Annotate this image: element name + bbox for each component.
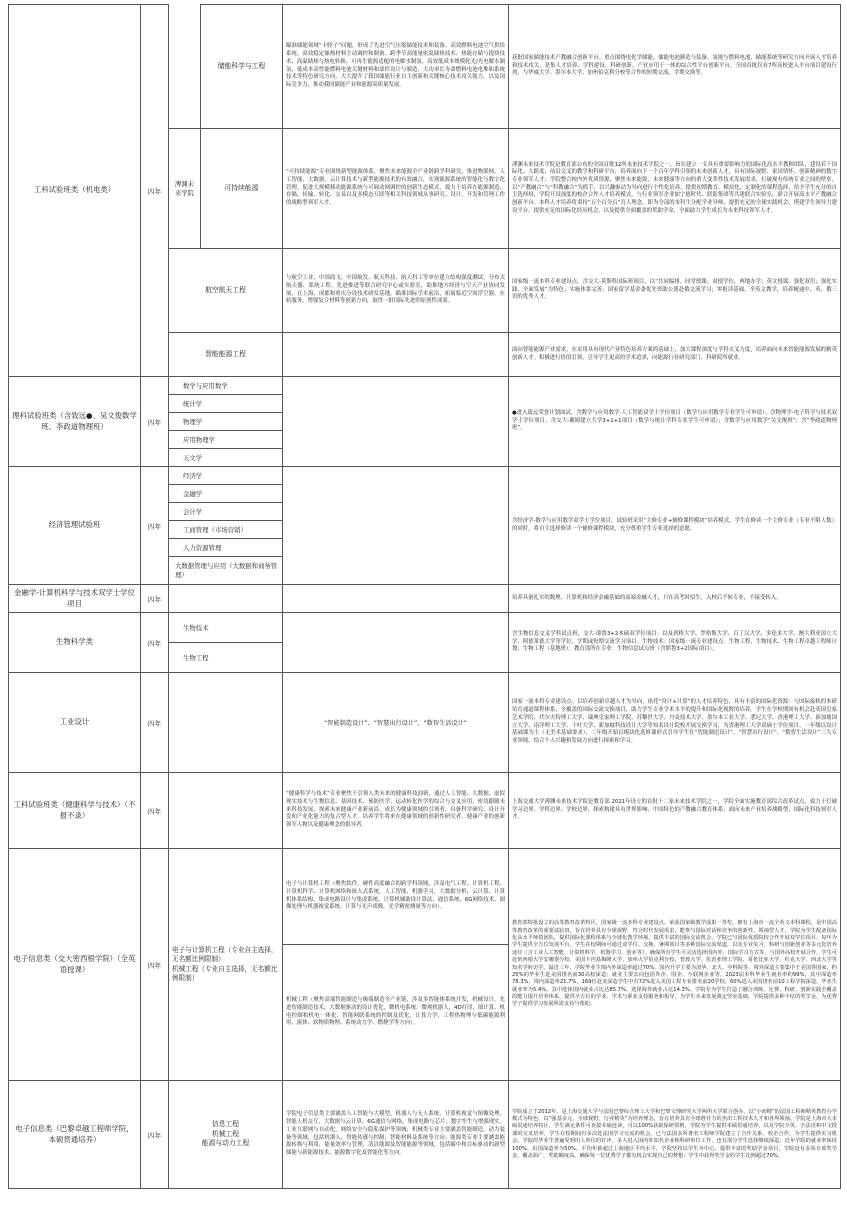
years-cell: 四年 (141, 613, 169, 673)
table-row (9, 585, 841, 613)
major-cell: 工商管理（市场营销） (169, 521, 283, 539)
table-row (9, 1081, 841, 1189)
years-cell: 四年 (141, 585, 169, 613)
category-cell: 工科试验班类（机电类） (9, 5, 141, 377)
table-row (9, 377, 841, 395)
note-cell: 教育部特批设立的高等教育改革特区，国家级一流本科专业建设点，荣获国家级教学成果一等奖，拥有上海市一流全英文本科课程，是中国高等教育改革的重要试验田。旨在培养具有全球视野，符合时代发展需求，能参与国际对话和竞争的创新性、领袖型人才。学院为学生配备国际化高水平师资团队，提供国际化课程体系与全球化教学环境，提供丰富的国际交流机会，学院已与国际优质院校合作开展双学位项目，每年为学生提供全方位发展平台。学生在校期间可通过双学位、交换、暑期项目等多种国际交流渠道，以及专业实习、科研与创新创业等多元化培养途径（含工业人工智能、计算机科学、机器学习、创业等）。确保所有学生可灵活选择国内外、国际学习方式等，与国外高校开展合作，学生可赴密西根大学安娜堡分校、美国卡内基梅隆大学、加州大学伯克利分校、普渡大学、佐治亚理工学院、哥伦比亚大学、杜克大学、西北大学等知名学府访学。最近三年，学院毕业生境内外深造率超过70%，国内升学主要为清华、北大、中科院等，境外深造主要集中于美国等国家，约25%的毕业生赴美国排名前30高校深造；就业主要去向包括外企、国企、互联网企业等。2023届本科毕业生就业率约99%，其中深造率78.3%，境内深造率21.7%，169位赴美深造学生中有72%进入美国工程专业排名前20学校，60%进入美国排名前10工程学院深造。毕业生就业率为5.4%，其中选择国内就业占比达85.7%，选择海外就业占比14.3%。学院专为学生打造了融合训练、比赛、科研、创新实践全覆盖的能力提升培养体系，提供全方位的学业、学术与职业支持服务和指导，为学生未来发展奠定坚实基础，学院提供多种丰厚的奖学金，为优秀学子提供学习发展所需支持与帮助。 (509, 849, 841, 1081)
major-cell: 应用物理学 (169, 431, 283, 449)
major-cell: 电子与计算机工程（专业自主选择，无名额比例限制） 机械工程（专业自主选择，无名额比例限制） (169, 849, 283, 1081)
category-cell: 工业设计 (9, 673, 141, 773)
intro-cell: 学院电子信息类主要涵盖人工智能与大模型，机器人与无人系统，计算机视觉与图像处理，智能人机交互，大数据与云计算，6G通信与网络，集成电路与芯片，数字孪生与增强现实，工业互联网与自动化，网络安全与隐私保护等领域；机械类专业主要涵盖智能制造，动力装备等领域，包括机器人，智能传感与控制，智能材料及系统等方向；能源类专业主要涵盖能源转换与利用，能量效率与管理，清洁能源及智能能源等领域，包括碳中和目标驱动的新型储能与新能源技术、能源数字化及智能化等方向。 (283, 1081, 509, 1189)
major-cell: 金融学 (169, 485, 283, 503)
table-row (9, 5, 841, 129)
major-cell: 生物工程 (169, 643, 283, 673)
intro-cell: 机械工程（聚焦高端智能制造与极端制造全产业链，涉及多智能体系统开发，机械设计，先进智能制造技术，大数据驱动的设计优化，微机电系统，微观机器人，4D打印，图计算，机电控制和机电一体化，智能网联系统的控制及优化，计算力学，工程热物理与低碳能源利用、流体、软物质物理、系统动力学、燃烧学等方向）。 (283, 945, 509, 1081)
category-cell: 理科试验班类（含致远●、吴文俊数学班、李政道物理班） (9, 377, 141, 467)
major-cell: 大数据管理与应用（大数据和商务管理） (169, 557, 283, 585)
major-cell: 统计学 (169, 395, 283, 413)
institute-cell: 溥渊未来学院 (169, 129, 201, 249)
category-cell: 生物科学类 (9, 613, 141, 673)
table-row (9, 467, 841, 485)
intro-cell: 与航空工业、中国商飞、中国航发、航天科技、航天科工等单位建立结构强度测试、分布式航天器、系统工程、先进推进等联合研究中心或实验室，助推地方经济与空天产业协同发展，在上海、成都和重庆分设技术研发基地。瞄准国际学术前沿，拓展临近空间浮空器，在轨服务，增强复合材料等创新方向，取得一批国际先进的原创性成果。 (283, 249, 509, 333)
major-cell: 储能科学与工程 (201, 5, 283, 129)
major-cell: 经济学 (169, 467, 283, 485)
note-cell: 含生物信息交叉学科试点班，交大-耶鲁3+2本硕双学位项目：以及到桥大学、罗格斯大学、百丁汉大学、多伦多大学、澳大利亚国立大学、阿德莱德大学等学位，学期或短期交流学习项目。生物技术：国家级一流专业建设点：生物工程、生物技术、生物工程卓越工程师计划；生物工程（基地班）；教育部所在专业：生物信息试点班（含耶鲁3+2国际项目）。 (509, 613, 841, 673)
years-cell: 四年 (141, 377, 169, 467)
intro-cell: 电子与计算机工程（聚焦软件、硬件高度融合的跨学科领域，涉及电气工程、计算机工程、计算机科学、计算机网络和嵌入式系统，人工智能、机器学习、大数据分析，云计算、计算机体系结构、集成电路设计与集成系统、计算机辅助设计算法、通信系统、6G网络技术、图像处理与机器视觉系统、计算与光声成像，光学精密测量等方向）。 (283, 849, 509, 945)
intro-cell: “可持续能源”专业围绕新型能源体系，聚焦未来能源全产业链跨学科研究，推进物联网、人工智能、大数据、云计算技术与新型能源技术的有效融合，实现能源系统的智能化与数字化管理，促进大规模移动能源系统与可调动网调控的创新生态模式，致力于培养在能源制造、存储、传输、转化、交易以及多模态互联等相关科技领域从事研究、设计、开发和管理工作的战略型领军人才。 (283, 129, 509, 249)
note-cell: 面向智能能源产业需求，在采用具有现代产业特色培养方案的基础上，加大课程深度与学科交叉力度，培养面向未来智能能源发展的精英创新人才。积极进行价值引领，引导学生更高的学术追求，向能源行业研究部门、科研院所就业。 (509, 333, 841, 377)
major-cell: 信息工程 机械工程 能源与动力工程 (169, 1081, 283, 1189)
category-cell: 电子信息类（巴黎卓越工程师学院，本硕贯通培养） (9, 1081, 141, 1189)
note-cell: 溥渊未来技术学院是教育部公布的全国首批12所未来技术学院之一，旨在建立一支具有重要影响力的国际化高水平教师团队，建设若干国际化、大跨度、前沿交叉的教学和科研平台，培养面向下一个百年学科引领的未来创新人才，具有国际视野、家国情怀、创新精神的数字专业领军人才；学院整合校内外优质资源，聚焦未来能源、未来健康等方向的重大变革性技术发展需求，打破现有传统专业之间的壁垒，以“产教融合”与“科教融合”为抓手，以兴趣驱动为导向进行个性化培养，提供初期教育、模块化、定制化的课程选择，给予学生充分的自主选择权，学院开设深度的校企合作人才培养模式，与行业领军企业如宁德时代、联影集团等共建联合实验室，联合开展高水平产教融合创新平台。本科人才培养将秉持“五个百分百”育人理念，即为全部的本科生分配学业导师、提供充足的全球实践机会，搭建学生领导力建设平台，提供充足的国际化经历机会，以及提供全面覆盖的奖助学金，全面助力学生成长为未来科技领军人才。 (509, 129, 841, 249)
table-row (9, 673, 841, 773)
note-cell: 学院成立于2012年，是上海交通大学与法国巴黎综合理工大学和巴黎文理研究大学两所大学联合创办。以“小而精”的法国工程师精英教育办学模式为特色，以“强基多元，全球视野，行业精英”为培养理念，旨在培养具有全球胜任力的杰出工程技术人才和各界领袖。学院是上海市大本硕贯通培养特区，学生满足条件可直接本硕连读，可以100%获取保研资格。学院为学生提供本硕贯通培养，以及学院全英、全法语和中文授课的交叉培养，学生在校期间有多次赴法国学习交流的机会，已与法国多所著名工程师学院建立了合作关系，校企合作，为学生提供实习机会。学院的毕业生普遍受到用人单位的好评，多人进入国内外知名企业和科研单位工作，也有部分学生选择继续深造。近年学院的就业率保持100%，出国深造率为50%，平均年薪超过上海地区平均水平，学院坚持以学生为中心，提供丰富的奖助学金项目，学院设有多项专项奖学金，覆盖面广，奖助额度高，确保每一位优秀学子都有机会实现自己的梦想；学生中获得奖学金的学生比例超过70%。 (509, 1081, 841, 1189)
majors-table (8, 4, 841, 1189)
intro-cell: “健康科学与技术”专业聚焦于引领人类未来的健康科技创新，通过人工智能、大数据、虚拟现实技术与生物信息、基因技术、预防医学、运动转化医学的综合与交叉应用，密切跟随未来科技发展，探索未来健康产业新前沿，成长为健康领域的引领者，具备科学研究、设计开发和产业化能力的复合型人才。培养学生将来在健康领域的创新性研究者、健康产业的创新领军人物以及健康理念的倡导者。 (283, 773, 509, 849)
intro-cell: “智能制造设计”、“智慧出行设计”、“数智生活设计” (283, 673, 509, 773)
note-cell: ●进入致远荣誉计划面试，含数学与应用数学-人工智能双学士学位项目（数学与应用数学专业学生可申请）；含物理学-电子科学与技术双学士学位项目，含交大-戴姆建立大学3+1+1项目（数学与统计学科专业学生可申请）；含数学与应用数学“吴文俊班”；含“李政道物理班”。 (509, 377, 841, 467)
table-row (9, 773, 841, 849)
major-cell: 物理学 (169, 413, 283, 431)
major-cell: 人力资源管理 (169, 539, 283, 557)
major-cell: 天文学 (169, 449, 283, 467)
note-cell: 含经济学-数学与应用数学双学士学位项目，试验班采用“主修专业+辅修课程模块”培养模式，学生在修读一个主修专业（专业不限人数）的同时，将自主选择修读一个辅修课程模块，充分尊重学生专业选择的意愿。 (509, 467, 841, 585)
years-cell: 四年 (141, 773, 169, 849)
intro-cell: 瞄准储能领域“卡脖子”问题，形成了先进空气压缩储能技术和装备、高效燃料电池空气供给系统、高效稳定储热材料主动调控和制备、跨季节高能量密度储热技术、热能存储与提质技术、高温储热与热电转换、可再生能源适配的电解水制氢、高效低成本规模化光/光电解水制氢、低成本高性能燃料电池关键材料和部件设计与制造、大功率长寿命燃料电池电堆和系统技术等特色研究方向，大大提升了我国储能行业自主创新和关键核心技术攻关能力，以及国际竞争力，推动我国储能产业和能源高质量发展。 (283, 5, 509, 129)
major-cell: 数学与应用数学 (169, 377, 283, 395)
years-cell: 四年 (141, 673, 169, 773)
years-cell: 四年 (141, 1081, 169, 1189)
table-row (9, 849, 841, 945)
note-cell: 获批国家储能技术产教融合创新平台。重点围绕电化学储能、储能电池制造与装备、氢能与燃料电池、储能系统等研究方向开展人才培养和技术攻关，是集人才培养、学科建设、科研创新、产业应用于一体的综合性平台创新平台，全国首批仅有7所高校进入平台项目建设行列，与华威大学、墨尔本大学、加州伯克利分校等合作的短期交流、学期交换等。 (509, 5, 841, 129)
note-cell: 国家一流本科专业建设点；以培养创新卓越人才为导向，依托“设计+计算”的人才培养特色，具有丰富的国际化资源：与国际接轨的本研培育通道课程体系，全覆盖的国际交流交换项目，助力学生专业学术水平的提升和国际化视野的培养。学生在学校期间有机会赴英国皇家艺术学院、代尔夫特理工大学、瑞典皇家理工学院、苏黎世大学、丹麦技术大学、墨尔本工业大学、悉尼大学、香港理工大学、新加坡国立大学、南洋理工大学、千叶大学、新加坡科技设计大学等知名设计院校开展交换学习，为香港理工大学双硕士学位项目，一年级以设计基础课为主（无美术基础要求），二年级开始以模块化选修课形式引导学生在“智能制造设计”、“智慧出行设计”、“数智生活设计”三大专业领域，结合个人兴趣和发展方向进行探索和学习。 (509, 673, 841, 773)
years-cell: 四年 (141, 467, 169, 585)
note-cell: 上海交通大学溥渊未来技术学院是教育部 2021年设立的首批十二家未来技术学院之一，学院全面实施教育部综合改革试点，致力于打破学习边界、学科边界、学校边界，探索构建具有世界影响、中国特色的产教融合教育体系，面向未来产业培养战略型、国际化科技领军人才。 (509, 773, 841, 849)
major-cell: 智能能源工程 (169, 333, 283, 377)
years-cell: 四年 (141, 849, 169, 1081)
category-cell: 经济管理试验班 (9, 467, 141, 585)
note-cell: 培养具备扎实的数理、计算机和经济金融基础的高端金融人才，只在高考时招生，入校后不转专业，不接受转入。 (509, 585, 841, 613)
note-cell: 国家级一流本科专业建设点，含交大-莫斯科国际班项目，以“共同编排、同堂授课；双授学位、两地办学；英文授课、强化双语；强化实践、全面发展”为特色；实施体系完善，国家留学基金委优先资助公派赴俄交流学习；零报读基础，全英文教学，培养精通中、英、俄三语的优秀人才。 (509, 249, 841, 333)
years-cell: 四年 (141, 5, 169, 377)
major-cell: 生物技术 (169, 613, 283, 643)
category-cell: 金融学-计算机科学与技术双学士学位项目 (9, 585, 141, 613)
table-row (9, 613, 841, 643)
major-cell: 会计学 (169, 503, 283, 521)
category-cell: 电子信息类（交大密西根学院）（全英语授课） (9, 849, 141, 1081)
major-cell: 航空航天工程 (169, 249, 283, 333)
category-cell: 工科试验班类（健康科学与技术）（不报不录） (9, 773, 141, 849)
major-cell: 可持续能源 (201, 129, 283, 249)
